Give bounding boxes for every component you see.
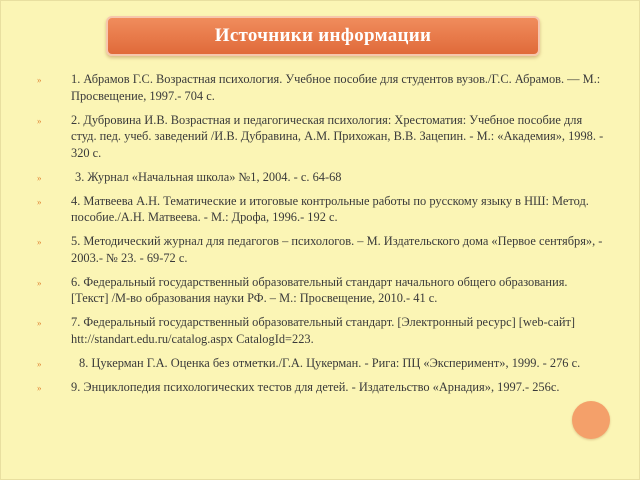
bullet-icon: »: [37, 172, 42, 183]
list-item: [37, 193, 607, 226]
reference-text: 5. Методический журнал для педагогов – психологов. – М. Издательского дома «Первое сентября», - 2003.- № 23. - 69-72 с.: [71, 234, 603, 265]
list-item: [37, 71, 607, 104]
list-item: [37, 314, 607, 347]
reference-text: 8. Цукерман Г.А. Оценка без отметки./Г.А. Цукерман. - Рига: ПЦ «Эксперимент», 1999. - 276 с.: [79, 355, 581, 370]
bullet-icon: »: [37, 115, 42, 126]
bullet-icon: »: [37, 358, 42, 369]
list-item: [37, 274, 607, 307]
reference-text: 1. Абрамов Г.С. Возрастная психология. Учебное пособие для студентов вузов./Г.С. Абрамов. — М.: Просвещение, 1997.- 704 с.: [71, 72, 601, 103]
bullet-icon: »: [37, 75, 42, 85]
list-item: [37, 355, 607, 372]
references-list: [37, 71, 607, 403]
bullet-icon: »: [37, 196, 42, 207]
reference-text: 6. Федеральный государственный образовательный стандарт начального общего образования. [Текст] /М-во образования науки РФ. – М.: Просвещение, 2010.- 41 с.: [71, 274, 568, 305]
title-banner: [106, 16, 540, 56]
bullet-icon: »: [37, 237, 42, 247]
list-item: [37, 169, 607, 186]
reference-text: 4. Матвеева А.Н. Тематические и итоговые контрольные работы по русскому языку в НШ: Метод. пособие./А.Н. Матвеева. - М.: Дрофа, 1996.- 192 с.: [71, 193, 589, 224]
list-item: [37, 379, 607, 396]
decorative-circle: [572, 401, 610, 439]
bullet-icon: »: [37, 382, 42, 393]
reference-text: 3. Журнал «Начальная школа» №1, 2004. - с. 64-68: [75, 169, 342, 184]
reference-text: 2. Дубровина И.В. Возрастная и педагогическая психология: Хрестоматия: Учебное пособие для студ. пед. учеб. заведений /И.В. Дубравина, А.М. Прихожан, В.В. Зацепин. - М.: «Академия», 1998. - 320 с.: [71, 112, 604, 160]
list-item: [37, 112, 607, 162]
bullet-icon: »: [37, 318, 42, 328]
slide-title: Источники информации: [214, 25, 432, 46]
bullet-icon: »: [37, 277, 42, 288]
reference-text: 7. Федеральный государственный образовательный стандарт. [Электронный ресурс] [web-сайт] htt://standart.edu.ru/catalog.aspx CatalogId=223.: [71, 315, 576, 346]
list-item: [37, 233, 607, 266]
reference-text: 9. Энциклопедия психологических тестов для детей. - Издательство «Арнадия», 1997.- 256с.: [71, 379, 560, 394]
